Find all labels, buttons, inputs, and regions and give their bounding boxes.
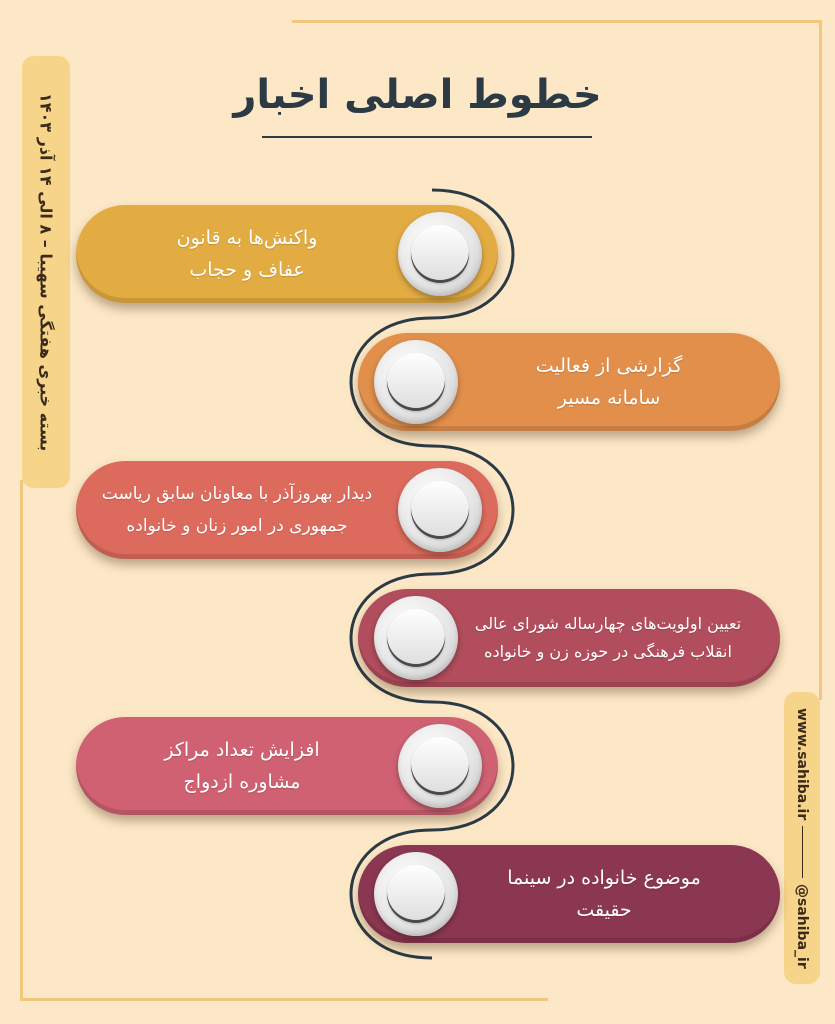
news-item-1 [76,205,498,303]
news-item-4 [358,589,780,687]
news-item-4-text: تعیین اولویت‌های چهارساله شورای عالی انقلاب فرهنگی در حوزه زن و خانواده [474,614,742,661]
site-url: www.sahiba.ir [794,707,810,820]
news-item-6 [358,845,780,943]
page-title: خطوط اصلی اخبار [233,72,602,118]
news-item-5-knob [398,724,482,808]
news-item-1-knob [398,212,482,296]
news-item-3 [76,461,498,559]
news-item-5-text: افزایش تعداد مراکز مشاوره ازدواج [164,739,320,793]
news-item-5 [76,717,498,815]
news-item-2-text: گزارشی از فعالیت سامانه مسیر [535,355,683,409]
news-item-6-knob [374,852,458,936]
newsletter-label: بسته خبری هفتگی سهیبا – ۸ الی ۱۴ آذر ۱۴۰۳ [36,92,56,452]
news-item-3-knob [398,468,482,552]
news-item-6-text: موضوع خانواده در سینما حقیقت [507,867,701,921]
news-item-2 [358,333,780,431]
news-item-1-text: واکنش‌ها به قانون عفاف و حجاب [176,227,318,281]
news-item-2-knob [374,340,458,424]
news-item-4-knob [374,596,458,680]
social-handle: @sahiba_ir [794,883,810,969]
news-item-3-text: دیدار بهروزآذر با معاونان سابق ریاست جمهوری در امور زنان و خانواده [101,484,373,536]
